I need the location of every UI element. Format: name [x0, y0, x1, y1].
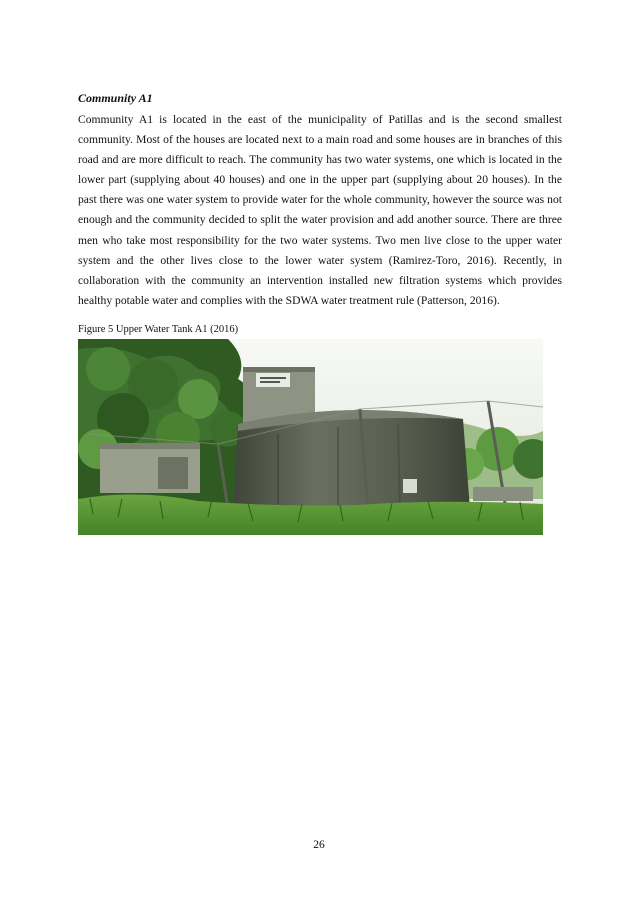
paragraph-line: road and are more difficult to reach. The community has two water systems, one which is located in the [78, 153, 562, 167]
paragraph-line: system and the other lives close to the lower water system (Ramirez-Toro, 2016). Recently, in [78, 253, 562, 267]
paragraph-line: enough and the community decided to split the water provision and add another source. There are three [78, 213, 562, 227]
section-heading: Community A1 [78, 91, 153, 105]
paragraph-line: lower part (supplying about 40 houses) and one in the upper part (supplying about 20 houses). In the [78, 173, 562, 187]
paragraph-line: past there was one water system to provide water for the whole community, however the source was not [78, 193, 562, 207]
figure-caption: Figure 5 Upper Water Tank A1 (2016) [78, 324, 239, 335]
paragraph-line: Community A1 is located in the east of the municipality of Patillas and is the second smallest [78, 113, 562, 126]
paragraph-line: community. Most of the houses are located next to a main road and some houses are in branches of this [78, 133, 562, 147]
water-tank-photo [78, 339, 543, 544]
paragraph-line: collaboration with the community an intervention installed new filtration systems which provides [78, 273, 562, 287]
page-number: 26 [313, 839, 325, 851]
body-paragraph [78, 110, 562, 311]
paragraph-line: healthy potable water and complies with the SDWA water treatment rule (Patterson, 2016). [78, 293, 500, 307]
paragraph-line: men who take most responsibility for the two water systems. Two men live close to the upper water [78, 233, 562, 247]
